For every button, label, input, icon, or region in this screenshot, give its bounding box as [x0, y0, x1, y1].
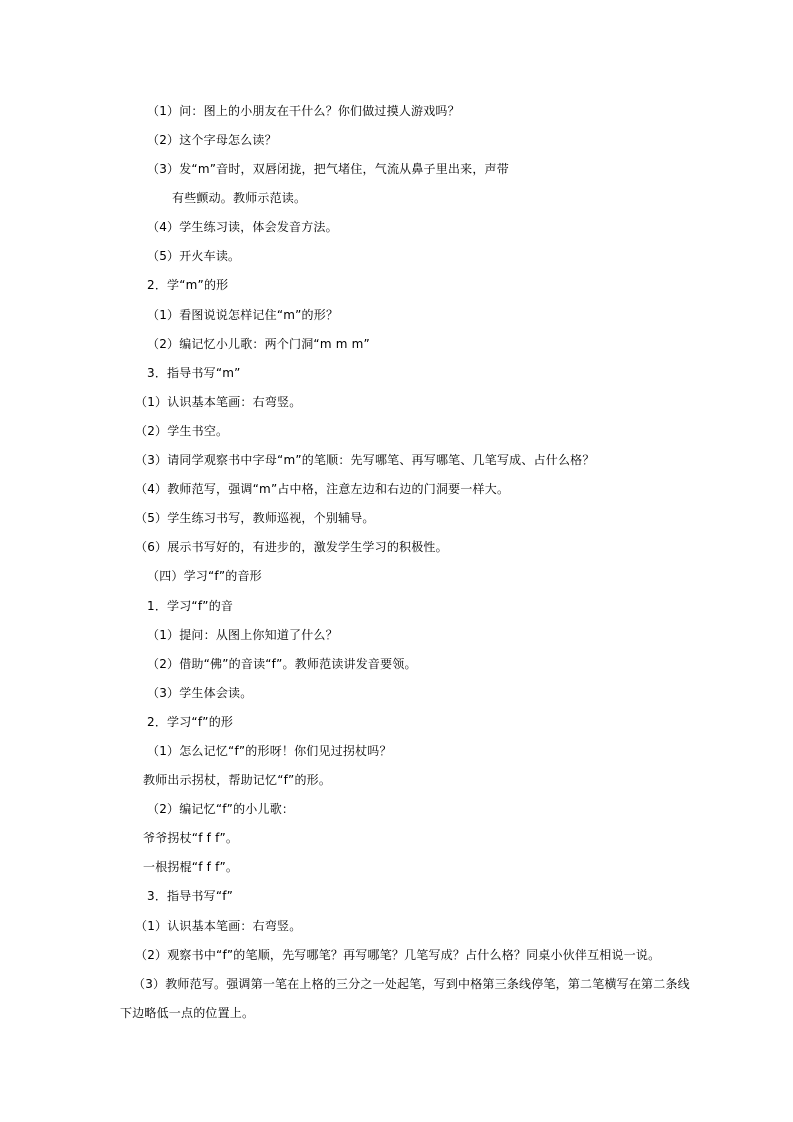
text-line: 有些颤动。教师示范读。 — [172, 191, 307, 205]
text-line: （1）提问：从图上你知道了什么？ — [147, 628, 338, 642]
text-line: （6）展示书写好的，有进步的，激发学生学习的积极性。 — [135, 540, 448, 554]
text-line: （1）问：图上的小朋友在干什么？你们做过摸人游戏吗？ — [147, 104, 460, 118]
text-line: （2）观察书中“f”的笔顺，先写哪笔？再写哪笔？几笔写成？占什么格？同桌小伙伴互相说一说。 — [135, 948, 661, 962]
text-line: （3）学生体会读。 — [147, 686, 253, 700]
text-line: （2）编记忆“f”的小儿歌： — [147, 802, 295, 816]
text-line: （1）怎么记忆“f”的形呀！你们见过拐杖吗？ — [147, 744, 392, 758]
section-heading: 2．学“m”的形 — [147, 278, 229, 292]
text-line: （2）编记忆小儿歌：两个门洞“m m m” — [147, 337, 370, 351]
text-line: （1）看图说说怎样记住“m”的形？ — [147, 308, 339, 322]
text-line: （2）这个字母怎么读？ — [147, 133, 277, 147]
text-line: （2）学生书空。 — [135, 424, 229, 438]
text-line: （3）请同学观察书中字母“m”的笔顺：先写哪笔、再写哪笔、几笔写成、占什么格？ — [135, 453, 595, 467]
text-line: （3）发“m”音时，双唇闭拢，把气堵住，气流从鼻子里出来，声带 — [147, 162, 509, 176]
section-heading: 3．指导书写“m” — [147, 366, 241, 380]
text-line: 教师出示拐杖，帮助记忆“f”的形。 — [143, 773, 332, 787]
text-line: 一根拐棍“f f f”。 — [143, 860, 239, 874]
text-line: 爷爷拐杖“f f f”。 — [143, 831, 239, 845]
section-heading: 2．学习“f”的形 — [147, 715, 234, 729]
text-line: （2）借助“佛”的音读“f”。教师范读讲发音要领。 — [147, 657, 417, 671]
text-line: （1）认识基本笔画：右弯竖。 — [135, 919, 302, 933]
section-heading: 3．指导书写“f” — [147, 889, 234, 903]
text-line: （5）开火车读。 — [147, 249, 241, 263]
text-line: （1）认识基本笔画：右弯竖。 — [135, 395, 302, 409]
text-line: （3）教师范写。强调第一笔在上格的三分之一处起笔，写到中格第三条线停笔，第二笔横写在第二条线 — [133, 977, 690, 991]
text-line: 下边略低一点的位置上。 — [120, 1006, 255, 1020]
text-line: （4）教师范写，强调“m”占中格，注意左边和右边的门洞要一样大。 — [135, 482, 510, 496]
text-line: （4）学生练习读，体会发音方法。 — [147, 220, 338, 234]
section-heading: 1．学习“f”的音 — [147, 599, 234, 613]
text-line: （5）学生练习书写，教师巡视，个别辅导。 — [135, 511, 375, 525]
section-heading: （四）学习“f”的音形 — [147, 569, 262, 583]
